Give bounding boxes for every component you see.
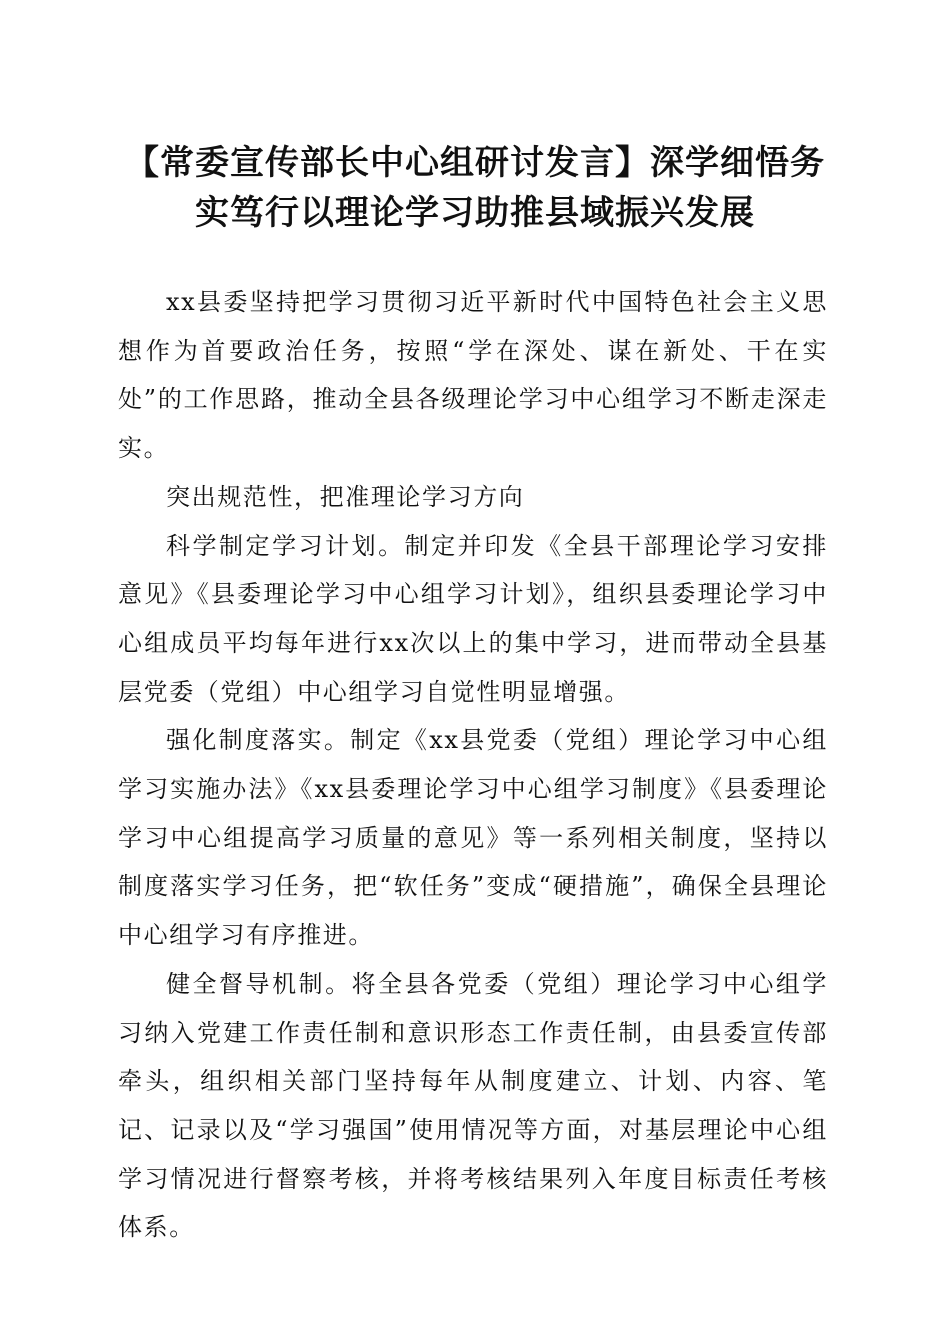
title-line-1: 【常委宣传部长中心组研讨发言】深学细悟务 bbox=[125, 143, 825, 183]
paragraph-supervision: 健全督导机制。将全县各党委（党组）理论学习中心组学习纳入党建工作责任制和意识形态工作责任制，由县委宣传部牵头，组织相关部门坚持每年从制度建立、计划、内容、笔记、记录以及“学习强国”使用情况等方面，对基层理论中心组学习情况进行督察考核，并将考核结果列入年度目标责任考核体系。 bbox=[118, 969, 828, 1242]
document-title bbox=[118, 138, 832, 238]
section-heading: 突出规范性，把准理论学习方向 bbox=[166, 482, 525, 511]
title-line-2: 实笃行以理论学习助推县域振兴发展 bbox=[195, 193, 755, 233]
paragraph-system-implementation: 强化制度落实。制定《xx县党委（党组）理论学习中心组学习实施办法》《xx县委理论学习中心组学习制度》《县委理论学习中心组提高学习质量的意见》等一系列相关制度，坚持以制度落实学习任务，把“软任务”变成“硬措施”，确保全县理论中心组学习有序推进。 bbox=[118, 726, 828, 950]
paragraph-intro: xx县委坚持把学习贯彻习近平新时代中国特色社会主义思想作为首要政治任务，按照“学在深处、谋在新处、干在实处”的工作思路，推动全县各级理论学习中心组学习不断走深走实。 bbox=[118, 288, 828, 463]
paragraph-study-plan: 科学制定学习计划。制定并印发《全县干部理论学习安排意见》《县委理论学习中心组学习计划》，组织县委理论学习中心组成员平均每年进行xx次以上的集中学习，进而带动全县基层党委（党组）中心组学习自觉性明显增强。 bbox=[118, 531, 828, 706]
document-body bbox=[118, 278, 828, 1252]
